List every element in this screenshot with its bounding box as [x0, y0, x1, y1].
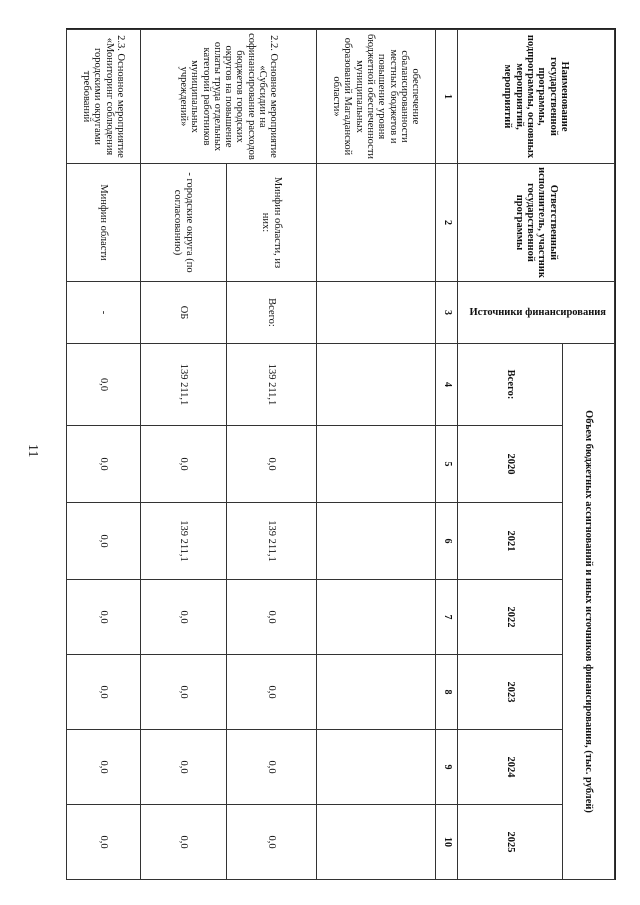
header-year-2025: 2025: [458, 805, 563, 880]
column-number-row: [436, 30, 458, 880]
column-number: 8: [436, 655, 458, 730]
row-value: [317, 655, 436, 730]
column-number: 9: [436, 730, 458, 805]
row-value: 0,0: [141, 655, 227, 730]
row-value: 0,0: [67, 580, 141, 655]
row-value: 0,0: [227, 730, 317, 805]
header-executor: Ответственный исполнитель, участник государственной программы: [458, 164, 615, 282]
row-value: [317, 580, 436, 655]
header-total: Всего:: [458, 344, 563, 426]
table-row: [67, 30, 141, 880]
row-value: 0,0: [67, 344, 141, 426]
row-value: 0,0: [67, 655, 141, 730]
header-year-2024: 2024: [458, 730, 563, 805]
row-value: 0,0: [141, 580, 227, 655]
header-year-2020: 2020: [458, 426, 563, 503]
column-number: 3: [436, 282, 458, 344]
row-value: [317, 730, 436, 805]
row-value: 0,0: [67, 503, 141, 580]
header-name: Наименование государственной программы, подпрограммы, основных мероприятий, мероприятий: [458, 30, 615, 164]
row-value: 0,0: [67, 805, 141, 880]
rotated-table-wrapper: [67, 29, 615, 879]
row-source: [317, 282, 436, 344]
row-value: 0,0: [141, 426, 227, 503]
page-number: 11: [25, 444, 40, 458]
budget-table-sheet: [66, 28, 616, 880]
row-source: Всего:: [227, 282, 317, 344]
row-name: 2.2. Основное мероприятие «Субсидии на софинансирование расходов бюджетов городских округов на повышение оплаты труда отдельных категорий работников муниципальных учреждений»: [141, 30, 317, 164]
row-value: 139 211,1: [141, 344, 227, 426]
row-name: 2.3. Основное мероприятие «Мониторинг соблюдения городскими округами требований: [67, 30, 141, 164]
row-value: 0,0: [227, 655, 317, 730]
row-name: обеспечение сбалансированности местных бюджетов и повышение уровня бюджетной обеспеченности муниципальных образований Магаданской области»: [317, 30, 436, 164]
row-value: 0,0: [67, 730, 141, 805]
row-value: [317, 344, 436, 426]
row-value: [317, 503, 436, 580]
row-executor: [317, 164, 436, 282]
row-value: 139 211,1: [227, 344, 317, 426]
table-row: [317, 30, 436, 880]
row-executor: Минфин области, из них:: [227, 164, 317, 282]
column-number: 4: [436, 344, 458, 426]
row-value: 0,0: [141, 805, 227, 880]
column-number: 1: [436, 30, 458, 164]
table-row: [227, 30, 317, 880]
row-value: 0,0: [227, 426, 317, 503]
row-value: 0,0: [67, 426, 141, 503]
row-value: 0,0: [227, 805, 317, 880]
row-executor: Минфин области: [67, 164, 141, 282]
column-number: 2: [436, 164, 458, 282]
row-source: -: [67, 282, 141, 344]
row-source: ОБ: [141, 282, 227, 344]
header-year-2021: 2021: [458, 503, 563, 580]
row-value: 139 211,1: [227, 503, 317, 580]
row-value: 0,0: [227, 580, 317, 655]
header-year-2022: 2022: [458, 580, 563, 655]
column-number: 5: [436, 426, 458, 503]
row-value: 139 211,1: [141, 503, 227, 580]
row-value: 0,0: [141, 730, 227, 805]
column-number: 7: [436, 580, 458, 655]
row-value: [317, 805, 436, 880]
header-source: Источники финансирования: [458, 282, 615, 344]
budget-table: [66, 29, 615, 880]
column-number: 6: [436, 503, 458, 580]
header-year-2023: 2023: [458, 655, 563, 730]
row-value: [317, 426, 436, 503]
column-number: 10: [436, 805, 458, 880]
header-volume: Объем бюджетных ассигнований и иных источников финансирования, (тыс. рублей): [563, 344, 615, 880]
row-executor: - городские округа (по согласованию): [141, 164, 227, 282]
